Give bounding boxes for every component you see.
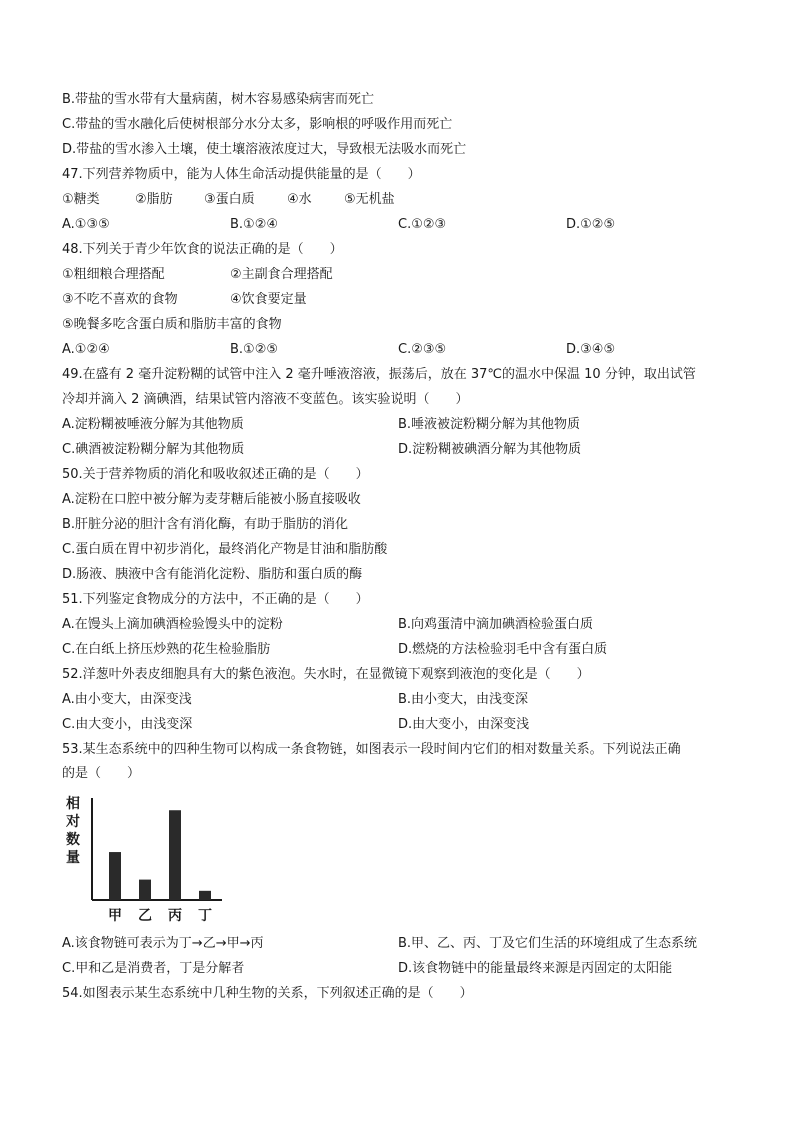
q53-option-a: A.该食物链可表示为丁→乙→甲→丙 <box>62 936 264 951</box>
q47-item-3: ③蛋白质 <box>204 192 255 207</box>
tick-label-0: 甲 <box>108 908 122 924</box>
q53-stem-line-1: 53.某生态系统中的四种生物可以构成一条食物链，如图表示一段时间内它们的相对数量关系。下列说法正确 <box>62 742 681 757</box>
q47-stem: 47.下列营养物质中，能为人体生命活动提供能量的是（ ） <box>62 167 421 182</box>
q48-item-3: ③不吃不喜欢的食物 <box>62 292 178 307</box>
q46-option-c: C.带盐的雪水融化后使树根部分水分太多，影响根的呼吸作用而死亡 <box>62 117 453 132</box>
q48-item-2: ②主副食合理搭配 <box>230 267 333 282</box>
q52-option-a: A.由小变大，由深变浅 <box>62 692 192 707</box>
tick-label-1: 乙 <box>138 908 152 924</box>
chart-y-label: 相对数量 <box>66 796 80 866</box>
q48-item-1: ①粗细粮合理搭配 <box>62 267 165 282</box>
q54-stem: 54.如图表示某生态系统中几种生物的关系，下列叙述正确的是（ ） <box>62 986 473 1001</box>
chart-tick-labels <box>108 908 212 924</box>
q51-option-d: D.燃烧的方法检验羽毛中含有蛋白质 <box>398 642 608 657</box>
q53-option-c: C.甲和乙是消费者，丁是分解者 <box>62 961 245 976</box>
q50-stem: 50.关于营养物质的消化和吸收叙述正确的是（ ） <box>62 467 369 482</box>
q51-option-c: C.在白纸上挤压炒熟的花生检验脂肪 <box>62 642 271 657</box>
q46-option-b: B.带盐的雪水带有大量病菌，树木容易感染病害而死亡 <box>62 92 375 107</box>
relative-quantity-bar-chart <box>62 790 232 930</box>
q52-option-b: B.由小变大，由浅变深 <box>398 692 529 707</box>
q49-stem-line-2: 冷却并滴入 2 滴碘酒，结果试管内溶液不变蓝色。该实验说明（ ） <box>62 392 469 407</box>
bar-0 <box>109 852 121 900</box>
q49-option-b: B.唾液被淀粉糊分解为其他物质 <box>398 417 581 432</box>
bar-3 <box>199 891 211 900</box>
q52-option-d: D.由大变小，由深变浅 <box>398 717 530 732</box>
tick-label-2: 丙 <box>168 908 182 924</box>
q51-option-a: A.在馒头上滴加碘酒检验馒头中的淀粉 <box>62 617 283 632</box>
q46-option-d: D.带盐的雪水渗入土壤，使土壤溶液浓度过大，导致根无法吸水而死亡 <box>62 142 467 157</box>
q48-stem: 48.下列关于青少年饮食的说法正确的是（ ） <box>62 242 343 257</box>
q51-stem: 51.下列鉴定食物成分的方法中，不正确的是（ ） <box>62 592 369 607</box>
q47-item-4: ④水 <box>287 192 312 207</box>
q47-item-1: ①糖类 <box>62 192 100 207</box>
q53-option-d: D.该食物链中的能量最终来源是丙固定的太阳能 <box>398 961 673 976</box>
q52-stem: 52.洋葱叶外表皮细胞具有大的紫色液泡。失水时，在显微镜下观察到液泡的变化是（ ） <box>62 667 590 682</box>
q49-option-d: D.淀粉糊被碘酒分解为其他物质 <box>398 442 582 457</box>
q49-stem-line-1: 49.在盛有 2 毫升淀粉糊的试管中注入 2 毫升唾液溶液，振荡后，放在 37℃的温水中保温 10 分钟，取出试管 <box>62 367 696 382</box>
q50-option-a: A.淀粉在口腔中被分解为麦芽糖后能被小肠直接吸收 <box>62 492 361 507</box>
bar-2 <box>169 810 181 900</box>
q49-option-a: A.淀粉糊被唾液分解为其他物质 <box>62 417 244 432</box>
q47-item-2: ②脂肪 <box>135 192 173 207</box>
q47-option-c: C.①②③ <box>398 217 447 232</box>
q47-option-a: A.①③⑤ <box>62 217 110 232</box>
q48-item-5: ⑤晚餐多吃含蛋白质和脂肪丰富的食物 <box>62 317 282 332</box>
chart-bars <box>109 810 211 900</box>
q47-option-d: D.①②⑤ <box>566 217 616 232</box>
q53-stem-line-2: 的是（ ） <box>62 766 141 781</box>
tick-label-3: 丁 <box>198 908 212 924</box>
q48-option-d: D.③④⑤ <box>566 342 616 357</box>
q48-option-b: B.①②⑤ <box>230 342 279 357</box>
q52-option-c: C.由大变小，由浅变深 <box>62 717 193 732</box>
q48-option-c: C.②③⑤ <box>398 342 447 357</box>
q48-option-a: A.①②④ <box>62 342 110 357</box>
q47-option-b: B.①②④ <box>230 217 279 232</box>
q50-option-d: D.肠液、胰液中含有能消化淀粉、脂肪和蛋白质的酶 <box>62 567 363 582</box>
q53-option-b: B.甲、乙、丙、丁及它们生活的环境组成了生态系统 <box>398 936 698 951</box>
bar-1 <box>139 880 151 900</box>
q48-item-4: ④饮食要定量 <box>230 292 307 307</box>
q49-option-c: C.碘酒被淀粉糊分解为其他物质 <box>62 442 245 457</box>
q50-option-b: B.肝脏分泌的胆汁含有消化酶，有助于脂肪的消化 <box>62 517 349 532</box>
q47-item-5: ⑤无机盐 <box>344 192 395 207</box>
q51-option-b: B.向鸡蛋清中滴加碘酒检验蛋白质 <box>398 617 594 632</box>
q50-option-c: C.蛋白质在胃中初步消化，最终消化产物是甘油和脂肪酸 <box>62 542 388 557</box>
